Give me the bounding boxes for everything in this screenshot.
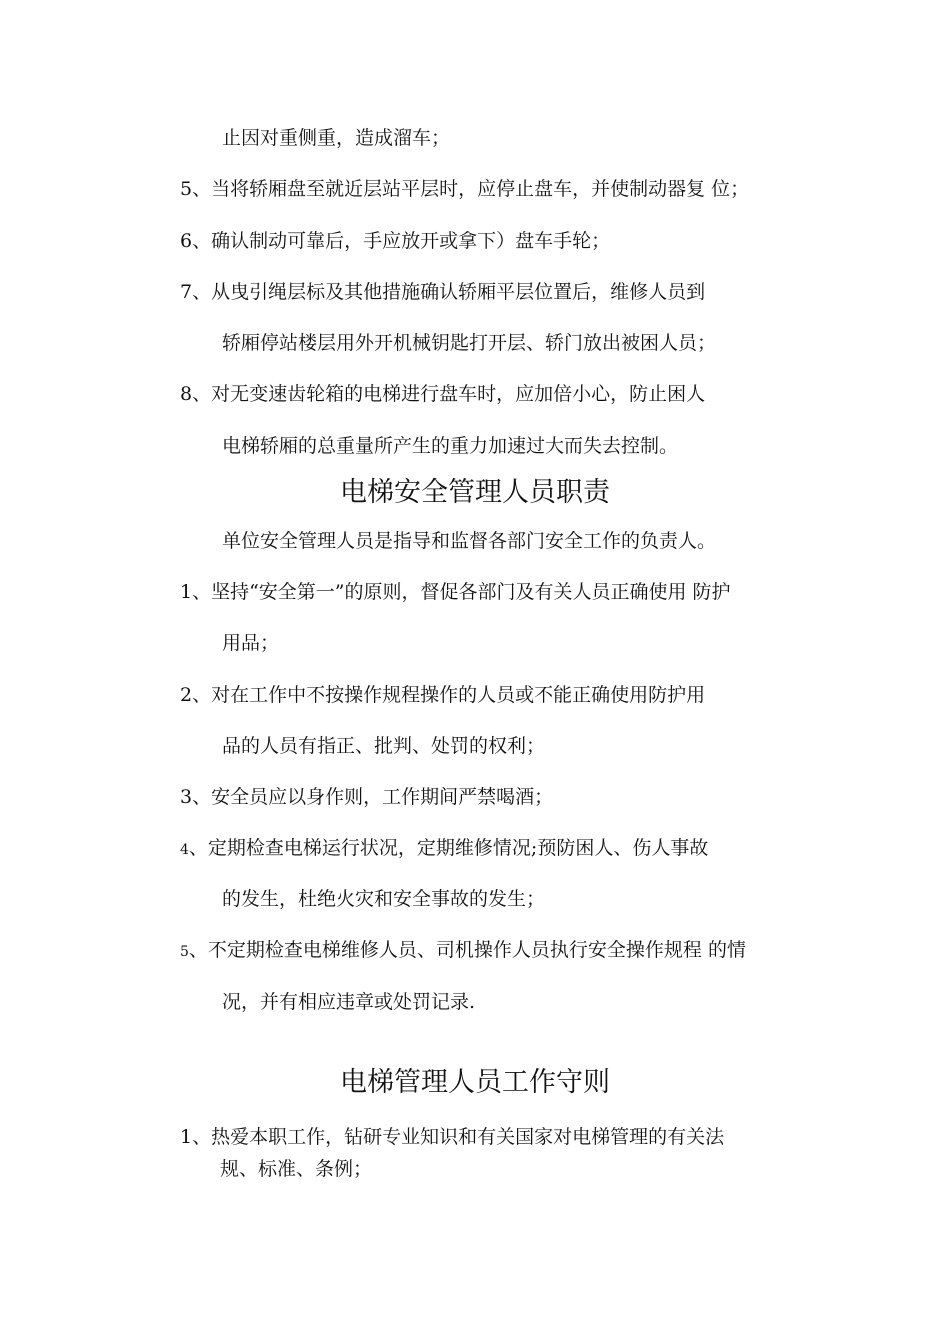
item-text: 、不定期检查电梯维修人员、司机操作人员执行安全操作规程 的情 [188,939,746,961]
text-line: 况，并有相应违章或处罚记录. [222,991,476,1013]
item-number: 5 [180,944,189,960]
text-line: 电梯轿厢的总重量所产生的重力加速过大而失去控制。 [222,435,679,457]
list-item: 2、对在工作中不按操作规程操作的人员或不能正确使用防护用 [180,684,706,706]
list-item: 3、安全员应以身作则，工作期间严禁喝酒； [180,786,554,808]
section-title: 电梯安全管理人员职责 [340,477,610,508]
text-line: 规、标准、条例； [220,1158,373,1180]
item-text: 、定期检查电梯运行状况，定期维修情况;预防困人、伤人事故 [188,837,709,859]
list-item: 1、坚持“安全第一”的原则，督促各部门及有关人员正确使用 防护 [180,581,731,603]
section-title: 电梯管理人员工作守则 [340,1067,610,1098]
text-line: 品的人员有指正、批判、处罚的权利； [222,735,546,757]
text-line: 用品； [222,632,280,654]
list-item [180,835,708,863]
list-item: 7、从曳引绳层标及其他措施确认轿厢平层位置后，维修人员到 [180,281,706,303]
text-line: 轿厢停站楼层用外开机械钥匙打开层、轿门放出被困人员； [222,332,717,354]
list-item [180,937,746,965]
intro-text: 单位安全管理人员是指导和监督各部门安全工作的负责人。 [222,530,717,552]
list-item: 5、当将轿厢盘至就近层站平层时，应停止盘车，并使制动器复 位； [180,178,750,200]
list-item: 1、热爱本职工作，钻研专业知识和有关国家对电梯管理的有关法 [180,1126,725,1148]
item-number: 4 [180,842,189,858]
list-item: 6、确认制动可靠后，手应放开或拿下）盘车手轮； [180,230,611,252]
list-item: 8、对无变速齿轮箱的电梯进行盘车时，应加倍小心，防止困人 [180,383,706,405]
text-line: 止因对重侧重，造成溜车； [222,127,451,149]
text-line: 的发生，杜绝火灾和安全事故的发生； [222,888,546,910]
